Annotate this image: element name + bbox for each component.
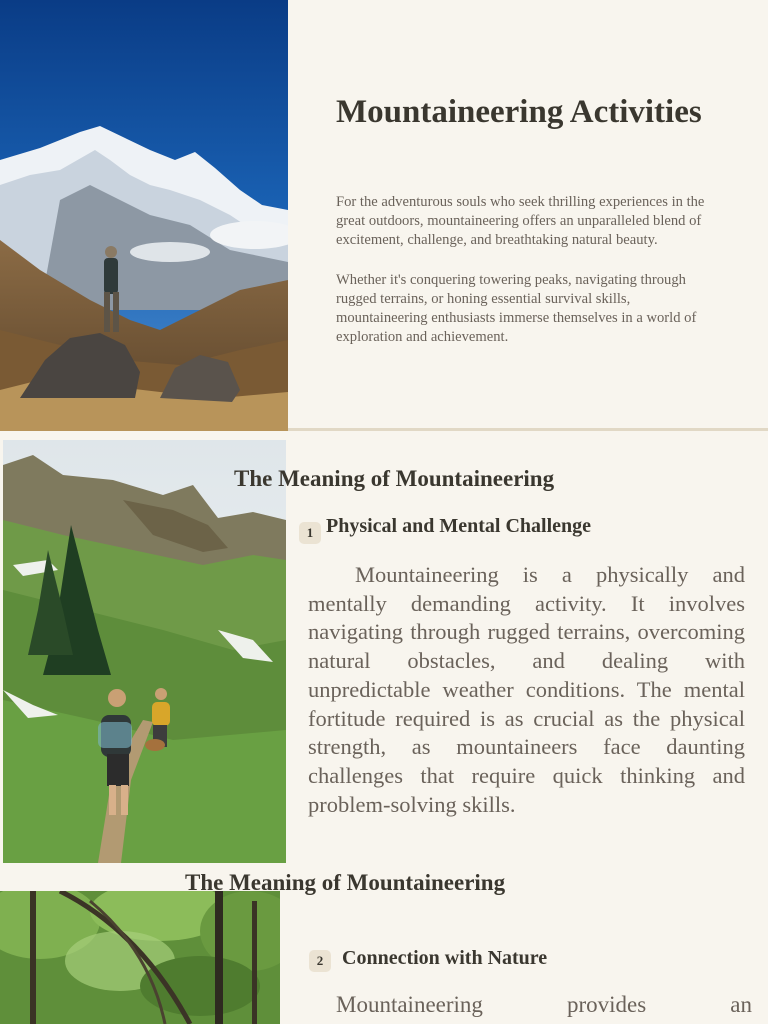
page-title: Mountaineering Activities: [336, 94, 702, 130]
intro-paragraph: For the adventurous souls who seek thrilling experiences in the great outdoors, mountaineering offers an unparalleled blend of excitement, challenge, and breathtaking natural beauty.: [336, 194, 705, 248]
item-number-badge: 1: [299, 522, 321, 544]
item-number-badge-2: 2: [309, 950, 331, 972]
section-title: The Meaning of Mountaineering: [234, 466, 555, 491]
intro-paragraph-2: Whether it's conquering towering peaks, navigating through rugged terrains, or honing essential survival skills, mountaineering enthusiasts immerse themselves in a world of exploration and achievement.: [336, 272, 697, 345]
section-title-2: The Meaning of Mountaineering: [185, 870, 506, 895]
item-body-text-2: Mountaineering provides an: [336, 992, 752, 1017]
item-body-text: Mountaineering is a physically and mentally demanding activity. It involves navigating through rugged terrains, overcoming natural obstacles, and dealing with unpredictable weather conditions. The mental fortitude required is as crucial as the physical strength, as mountaineers face daunting challenges that require quick thinking and problem-solving skills.: [308, 562, 745, 817]
forest-photo: [0, 891, 280, 1024]
section-divider: [288, 428, 768, 431]
item-title: Physical and Mental Challenge: [326, 515, 592, 537]
hero-mountain-photo: [0, 0, 288, 431]
item-title-2: Connection with Nature: [342, 947, 548, 969]
hikers-valley-photo: [3, 440, 286, 863]
